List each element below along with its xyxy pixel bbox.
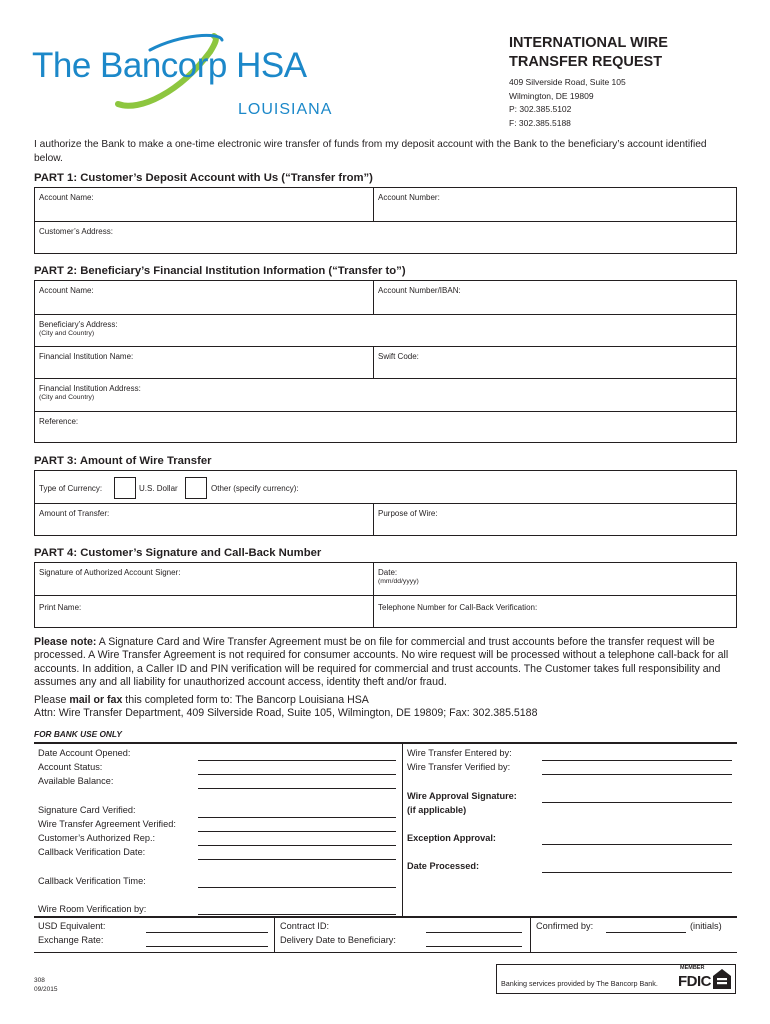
bank-use-row2: [34, 918, 737, 953]
part1-row2: [35, 221, 736, 254]
other-currency-field[interactable]: Other (specify currency):: [211, 484, 299, 493]
bank-label-authorized-rep: Customer’s Authorized Rep.:: [38, 833, 156, 843]
account-number-iban-field[interactable]: Account Number/IBAN:: [378, 286, 461, 295]
fdic-member-label: MEMBER: [680, 965, 705, 971]
authorized-rep-line[interactable]: [198, 845, 396, 846]
part3-box: [34, 470, 737, 536]
fdic-box: [496, 964, 736, 994]
bank-label-exchange-rate: Exchange Rate:: [38, 935, 104, 945]
account-number-field[interactable]: Account Number:: [378, 193, 440, 202]
part1-box: [34, 187, 737, 254]
company-logo: The Bancorp HSA: [32, 46, 307, 85]
date-format-hint: (mm/dd/yyyy): [378, 578, 419, 585]
beneficiary-account-name-field[interactable]: Account Name:: [39, 286, 94, 295]
bank-label-exception-approval: Exception Approval:: [407, 833, 496, 843]
bank-label-date-opened: Date Account Opened:: [38, 748, 131, 758]
equal-housing-icon: [712, 968, 732, 995]
amount-of-transfer-field[interactable]: Amount of Transfer:: [39, 509, 110, 518]
logo-state: LOUISIANA: [238, 101, 333, 118]
wire-room-line[interactable]: [198, 914, 396, 915]
date-field[interactable]: Date:: [378, 568, 398, 577]
account-status-line[interactable]: [198, 774, 396, 775]
bank-label-callback-time: Callback Verification Time:: [38, 876, 146, 886]
fi-address-hint: (City and Country): [39, 394, 95, 401]
bank-label-account-status: Account Status:: [38, 762, 103, 772]
part1-title: PART 1: Customer’s Deposit Account with Us (“Transfer from”): [34, 172, 373, 184]
bank-label-date-processed: Date Processed:: [407, 861, 480, 871]
fi-name-field[interactable]: Financial Institution Name:: [39, 352, 134, 361]
exception-approval-line[interactable]: [542, 844, 732, 845]
callback-time-line[interactable]: [198, 887, 396, 888]
bank-label-wire-room: Wire Room Verification by:: [38, 904, 147, 914]
confirmed-by-line[interactable]: [606, 932, 686, 933]
bank-label-verified-by: Wire Transfer Verified by:: [407, 762, 511, 772]
account-name-field[interactable]: Account Name:: [39, 193, 94, 202]
contract-id-line[interactable]: [426, 932, 522, 933]
customer-address-field[interactable]: Customer’s Address:: [39, 227, 113, 236]
bank-label-initials: (initials): [690, 921, 722, 931]
usd-equivalent-line[interactable]: [146, 932, 268, 933]
usd-label: U.S. Dollar: [139, 484, 178, 493]
part4-title: PART 4: Customer’s Signature and Call-Back Number: [34, 547, 322, 559]
exchange-rate-line[interactable]: [146, 946, 268, 947]
mail-instructions: Please mail or fax this completed form to: The Bancorp Louisiana HSA Attn: Wire Transfer Department, 409 Silverside Road, Suite 105, Wilmington, DE 19809; Fax: 302.385.5188: [34, 694, 538, 720]
bank-label-if-applicable: (if applicable): [407, 805, 467, 815]
bank-label-contract-id: Contract ID:: [280, 921, 330, 931]
bank-label-callback-date: Callback Verification Date:: [38, 847, 146, 857]
available-balance-line[interactable]: [198, 788, 396, 789]
authorization-text: I authorize the Bank to make a one-time electronic wire transfer of funds from my deposit account with the Bank to the beneficiary’s account identified below.: [34, 139, 707, 164]
please-note-paragraph: Please note: A Signature Card and Wire Transfer Agreement must be on file for commercial and trust accounts before the transfer request will be processed. A Wire Transfer Agreement is not required for consumer accounts. No wire request will be processed without a telephone call-back for all accounts. In addition, a Caller ID and PIN verification will be required for commercial and trust accounts. The Customer takes full responsibility and assumes any and all liability for unauthorized account access, identity theft and/or fraud.: [34, 636, 729, 688]
bank-use-only-title: FOR BANK USE ONLY: [34, 729, 122, 739]
part2-box: [34, 280, 737, 443]
bank-label-available-balance: Available Balance:: [38, 776, 114, 786]
date-opened-line[interactable]: [198, 760, 396, 761]
signature-field[interactable]: Signature of Authorized Account Signer:: [39, 568, 181, 577]
beneficiary-address-field[interactable]: Beneficiary’s Address:: [39, 320, 118, 329]
usd-checkbox[interactable]: [114, 477, 136, 499]
wire-approval-line[interactable]: [542, 802, 732, 803]
print-name-field[interactable]: Print Name:: [39, 603, 82, 612]
banking-services-text: Banking services provided by The Bancorp Bank.: [501, 979, 658, 988]
other-currency-checkbox[interactable]: [185, 477, 207, 499]
wire-agreement-line[interactable]: [198, 831, 396, 832]
bank-label-delivery-date: Delivery Date to Beneficiary:: [280, 935, 396, 945]
purpose-of-wire-field[interactable]: Purpose of Wire:: [378, 509, 438, 518]
bank-label-wire-agreement: Wire Transfer Agreement Verified:: [38, 819, 176, 829]
signature-card-line[interactable]: [198, 817, 396, 818]
fdic-logo: FDIC: [678, 973, 711, 990]
bank-use-table: [34, 742, 737, 918]
form-code: 308 09/2015: [34, 977, 58, 993]
date-processed-line[interactable]: [542, 872, 732, 873]
callback-telephone-field[interactable]: Telephone Number for Call-Back Verification:: [378, 603, 538, 612]
type-of-currency-label: Type of Currency:: [39, 484, 103, 493]
callback-date-line[interactable]: [198, 859, 396, 860]
swift-code-field[interactable]: Swift Code:: [378, 352, 419, 361]
fi-address-field[interactable]: Financial Institution Address:: [39, 384, 141, 393]
bank-label-signature-card: Signature Card Verified:: [38, 805, 136, 815]
verified-by-line[interactable]: [542, 774, 732, 775]
bank-label-usd-equivalent: USD Equivalent:: [38, 921, 106, 931]
entered-by-line[interactable]: [542, 760, 732, 761]
bank-label-confirmed-by: Confirmed by:: [536, 921, 594, 931]
bank-label-entered-by: Wire Transfer Entered by:: [407, 748, 512, 758]
delivery-date-line[interactable]: [426, 946, 522, 947]
part4-box: [34, 562, 737, 628]
document-title: INTERNATIONAL WIRE TRANSFER REQUEST: [509, 35, 668, 70]
beneficiary-address-hint: (City and Country): [39, 330, 95, 337]
reference-field[interactable]: Reference:: [39, 417, 79, 426]
part1-row1: [35, 188, 736, 221]
bank-label-wire-approval: Wire Approval Signature:: [407, 791, 517, 801]
part2-title: PART 2: Beneficiary’s Financial Institution Information (“Transfer to”): [34, 265, 406, 277]
part3-title: PART 3: Amount of Wire Transfer: [34, 455, 212, 467]
bank-address: 409 Silverside Road, Suite 105 Wilmington, DE 19809 P: 302.385.5102 F: 302.385.5188: [509, 77, 626, 128]
